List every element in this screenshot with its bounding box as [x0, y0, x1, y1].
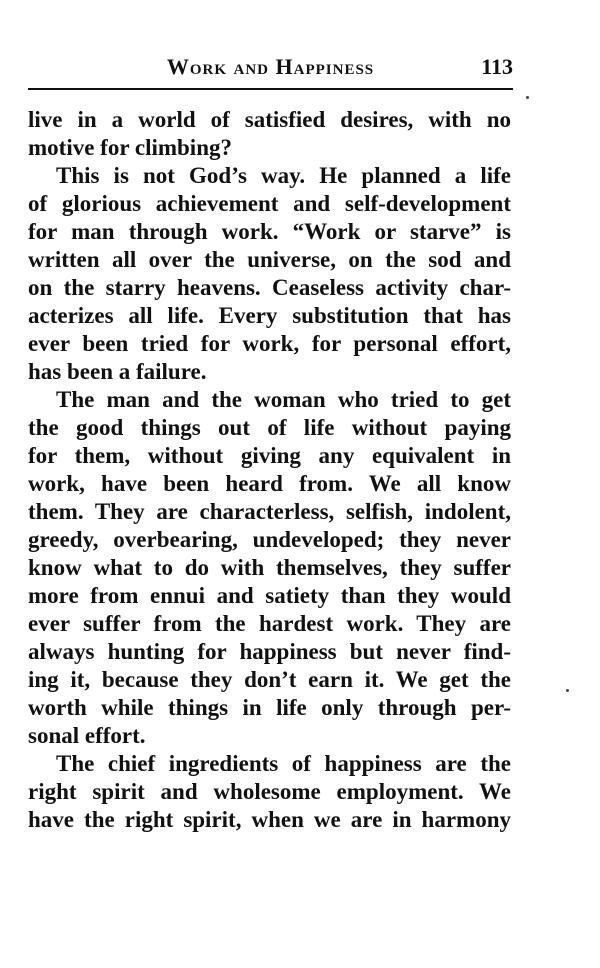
paper-speck	[526, 96, 529, 99]
text-line: have the right spirit, when we are in harmony	[28, 807, 511, 832]
paper-speck	[566, 689, 569, 692]
text-line: of glorious achievement and self-development	[28, 191, 511, 216]
text-line: has been a failure.	[28, 359, 207, 384]
text-line: work, have been heard from. We all know	[28, 471, 511, 496]
text-line: for them, without giving any equivalent in	[28, 443, 511, 468]
text-line: ever suffer from the hardest work. They are	[28, 611, 511, 636]
header-rule	[28, 88, 513, 90]
text-line: acterizes all life. Every substitution that has	[28, 303, 511, 328]
page-header	[28, 50, 513, 84]
text-line: always hunting for happiness but never find-	[28, 639, 511, 664]
text-line: The man and the woman who tried to get	[56, 387, 511, 412]
text-line: the good things out of life without paying	[28, 415, 511, 440]
text-line: worth while things in life only through per-	[28, 695, 511, 720]
text-line: more from ennui and satiety than they would	[28, 583, 511, 608]
running-head: Work and Happiness	[166, 54, 375, 79]
text-line: motive for climbing?	[28, 135, 232, 160]
text-line: live in a world of satisfied desires, with no	[28, 107, 511, 132]
text-line: greedy, overbearing, undeveloped; they never	[28, 527, 511, 552]
text-line: sonal effort.	[28, 723, 146, 748]
text-line: on the starry heavens. Ceaseless activity char-	[28, 275, 511, 300]
text-line: ever been tried for work, for personal effort,	[28, 331, 511, 356]
body-text	[28, 106, 511, 834]
text-line: written all over the universe, on the sod and	[28, 247, 511, 272]
page-number: 113	[481, 54, 513, 79]
text-line: them. They are characterless, selfish, indolent,	[28, 499, 511, 524]
text-line: for man through work. “Work or starve” is	[28, 219, 511, 244]
text-line: know what to do with themselves, they suffer	[28, 555, 511, 580]
text-line: The chief ingredients of happiness are the	[56, 751, 511, 776]
text-line: This is not God’s way. He planned a life	[56, 163, 511, 188]
text-line: right spirit and wholesome employment. We	[28, 779, 511, 804]
text-line: ing it, because they don’t earn it. We get the	[28, 667, 511, 692]
